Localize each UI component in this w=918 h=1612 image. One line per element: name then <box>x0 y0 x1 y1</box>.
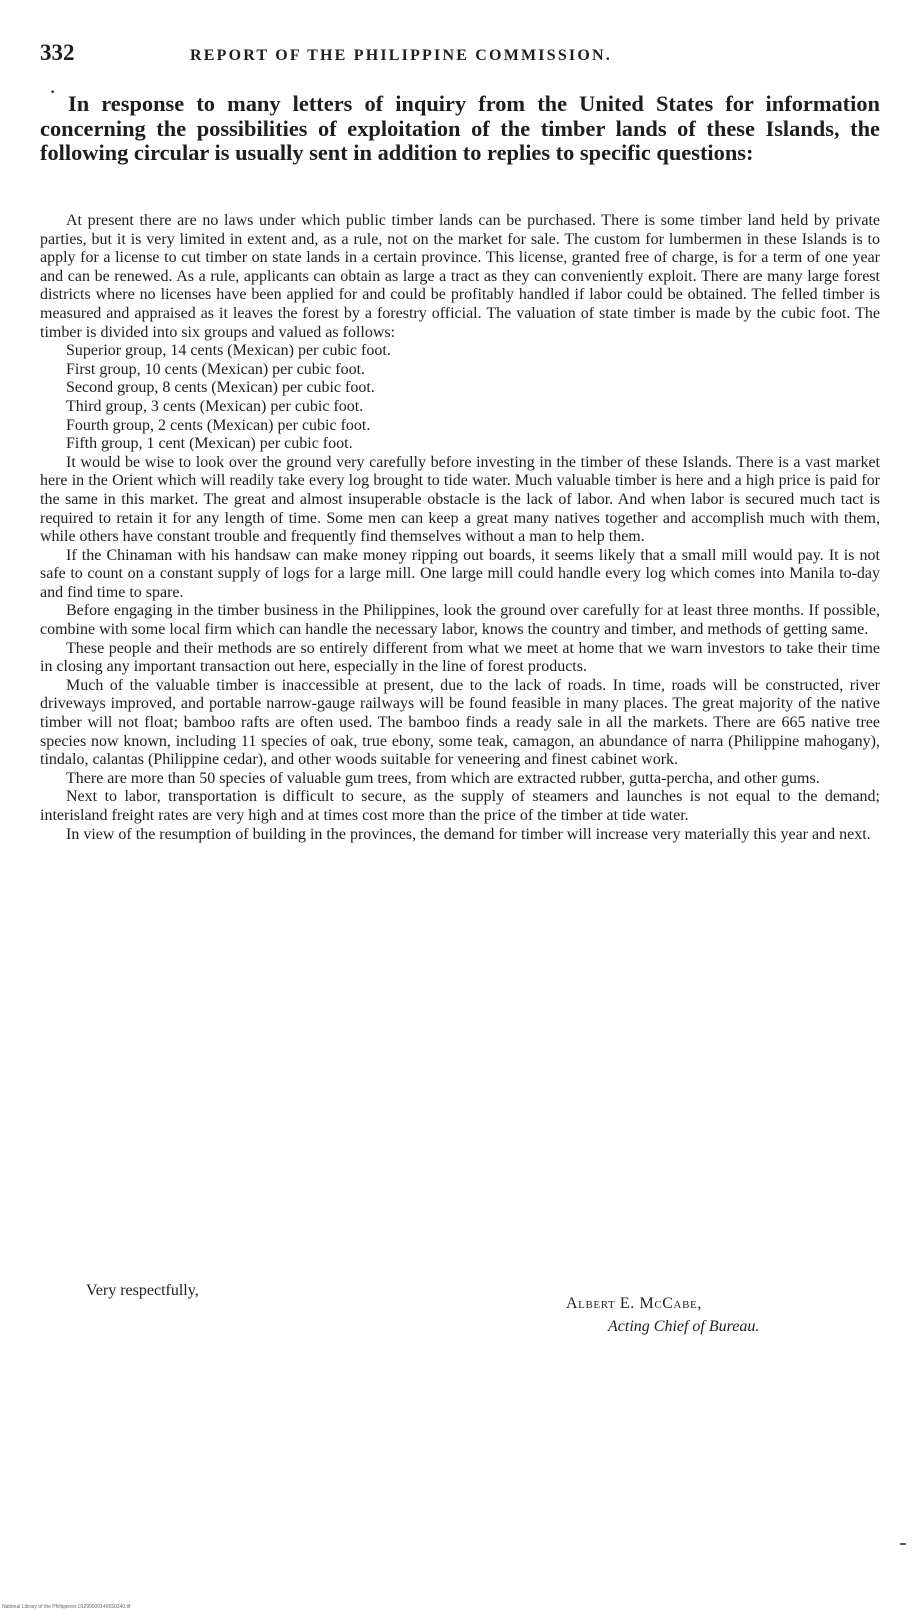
group-item-second: Second group, 8 cents (Mexican) per cubic foot. <box>66 379 375 397</box>
group-item-superior: Superior group, 14 cents (Mexican) per cubic foot. <box>66 342 391 360</box>
letter-paragraph-6: Much of the valuable timber is inaccessible at present, due to the lack of roads. In time, roads will be constructed, river driveways improved, and portable narrow-gauge railways will be found feasible in many places. The great majority of the native timber will not float; bamboo rafts are often used. The bamboo finds a ready sale in all the markets. There are 665 native tree species now known, including 11 species of oak, true ebony, some teak, camagon, an abundance of narra (Philippine mahogany), tindalo, calantas (Philippine cedar), and other woods suitable for veneering and finest cabinet work. <box>40 676 880 769</box>
signature-block <box>566 1292 759 1338</box>
group-item-fifth: Fifth group, 1 cent (Mexican) per cubic foot. <box>66 435 353 453</box>
scan-footer: National Library of the Philippines 01299000149650340.tif <box>2 1604 131 1610</box>
signatory-title: Acting Chief of Bureau. <box>608 1318 760 1335</box>
signatory-name: Albert E. McCabe, <box>566 1295 702 1312</box>
closing-salutation: Very respectfully, <box>86 1282 199 1299</box>
scan-speck <box>900 1543 906 1545</box>
letter-paragraph-2: It would be wise to look over the ground very carefully before investing in the timber of these Islands. There is a vast market here in the Orient which will readily take every log brought to tide water. Much valuable timber is here and a high price is paid for the same in this market. The great and almost insuperable obstacle is the lack of labor. And when labor is secured much tact is required to retain it for any length of time. Some men can keep a great many natives together and accomplish much with them, while others have constant trouble and frequently find themselves without a man to help them. <box>40 453 880 546</box>
stray-mark: · <box>50 84 56 101</box>
letter-paragraph-4: Before engaging in the timber business in the Philippines, look the ground over carefully for at least three months. If possible, combine with some local firm which can handle the necessary labor, knows the country and timber, and methods of getting same. <box>40 602 880 639</box>
group-item-first: First group, 10 cents (Mexican) per cubic foot. <box>66 360 366 378</box>
group-item-third: Third group, 3 cents (Mexican) per cubic foot. <box>66 397 364 415</box>
letter-paragraph-5: These people and their methods are so entirely different from what we meet at home that we warn investors to take their time in closing any important transaction out here, especially in the line of forest products. <box>40 639 880 676</box>
running-head: REPORT OF THE PHILIPPINE COMMISSION. <box>190 47 612 64</box>
intro-paragraph: In response to many letters of inquiry from the United States for information concerning the possibilities of exploitation of the timber lands of these Islands, the following circular is usually sent in addition to replies to specific questions: <box>40 91 880 166</box>
letter-paragraph-9: In view of the resumption of building in the provinces, the demand for timber will increase very materially this year and next. <box>66 825 871 843</box>
letter-paragraph-3: If the Chinaman with his handsaw can make money ripping out boards, it seems likely that a small mill would pay. It is not safe to count on a constant supply of logs for a large mill. One large mill could handle every log which comes into Manila to-day and find time to spare. <box>40 546 880 601</box>
page-number: 332 <box>40 40 75 65</box>
group-item-fourth: Fourth group, 2 cents (Mexican) per cubic foot. <box>66 416 371 434</box>
letter-paragraph-1: At present there are no laws under which public timber lands can be purchased. There is some timber land held by private parties, but it is very limited in extent and, as a rule, not on the market for sale. The custom for lumbermen in these Islands is to apply for a license to cut timber on state lands in a certain province. This license, granted free of charge, is for a term of one year and can be renewed. As a rule, applicants can obtain as large a tract as they can conveniently exploit. There are many large forest districts where no licenses have been applied for and could be profitably handled if labor could be obtained. The felled timber is measured and appraised as it leaves the forest by a forestry official. The valuation of state timber is made by the cubic foot. The timber is divided into six groups and valued as follows: <box>40 212 880 341</box>
page-header <box>40 40 870 70</box>
circular-letter <box>40 212 880 844</box>
letter-paragraph-8: Next to labor, transportation is difficult to secure, as the supply of steamers and launches is not equal to the demand; interisland freight rates are very high and at times cost more than the price of the timber at tide water. <box>40 788 880 824</box>
letter-paragraph-7: There are more than 50 species of valuable gum trees, from which are extracted rubber, gutta-percha, and other gums. <box>66 769 820 787</box>
